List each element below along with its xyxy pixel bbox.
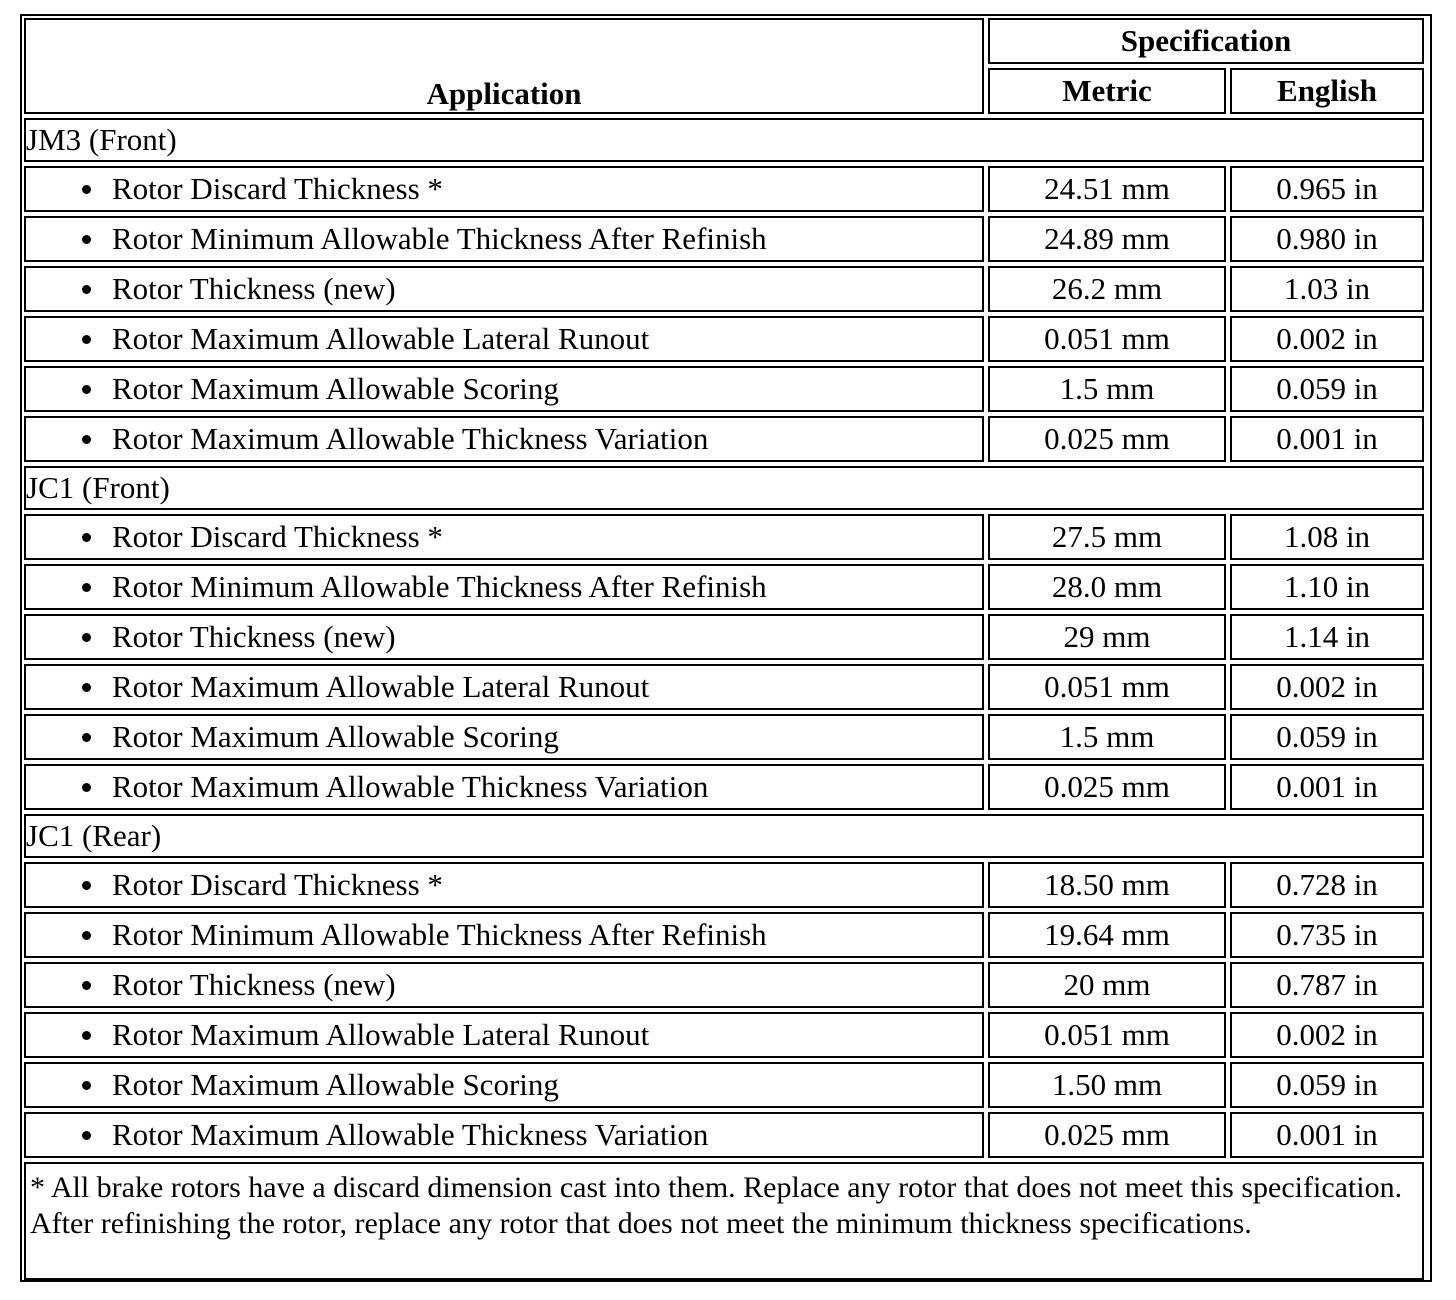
- row-label-cell: [24, 216, 984, 262]
- metric-value: 18.50 mm: [988, 862, 1226, 908]
- row-label-cell: [24, 514, 984, 560]
- row-label: Rotor Discard Thickness *: [112, 519, 443, 554]
- table-row: [24, 862, 1424, 908]
- table-row: [24, 266, 1424, 312]
- row-label-cell: [24, 564, 984, 610]
- row-label: Rotor Maximum Allowable Scoring: [112, 371, 559, 406]
- group-title: JC1 (Rear): [24, 814, 1424, 858]
- english-value: 0.001 in: [1230, 764, 1424, 810]
- table-row: [24, 912, 1424, 958]
- table-row: [24, 166, 1424, 212]
- row-label: Rotor Discard Thickness *: [112, 867, 443, 902]
- bullet-icon: [82, 683, 91, 692]
- metric-value: 27.5 mm: [988, 514, 1226, 560]
- english-header: English: [1230, 68, 1424, 114]
- english-value: 0.059 in: [1230, 366, 1424, 412]
- row-label: Rotor Minimum Allowable Thickness After Refinish: [112, 221, 767, 256]
- english-value: 1.08 in: [1230, 514, 1424, 560]
- english-value: 0.735 in: [1230, 912, 1424, 958]
- metric-value: 0.025 mm: [988, 1112, 1226, 1158]
- bullet-icon: [82, 583, 91, 592]
- english-value: 1.10 in: [1230, 564, 1424, 610]
- group-title: JM3 (Front): [24, 118, 1424, 162]
- bullet-icon: [82, 733, 91, 742]
- metric-value: 0.025 mm: [988, 416, 1226, 462]
- table-row: [24, 764, 1424, 810]
- row-label-cell: [24, 1112, 984, 1158]
- row-label-cell: [24, 862, 984, 908]
- row-label: Rotor Minimum Allowable Thickness After Refinish: [112, 569, 767, 604]
- bullet-icon: [82, 881, 91, 890]
- metric-value: 24.89 mm: [988, 216, 1226, 262]
- english-value: 0.965 in: [1230, 166, 1424, 212]
- row-label-cell: [24, 366, 984, 412]
- bullet-icon: [82, 633, 91, 642]
- table-row: [24, 316, 1424, 362]
- bullet-icon: [82, 1131, 91, 1140]
- row-label-cell: [24, 416, 984, 462]
- table-row: [24, 962, 1424, 1008]
- metric-header: Metric: [988, 68, 1226, 114]
- table-row: [24, 564, 1424, 610]
- bullet-icon: [82, 931, 91, 940]
- group-row: [24, 118, 1424, 162]
- english-value: 0.980 in: [1230, 216, 1424, 262]
- metric-value: 24.51 mm: [988, 166, 1226, 212]
- group-row: [24, 466, 1424, 510]
- metric-value: 19.64 mm: [988, 912, 1226, 958]
- bullet-icon: [82, 1031, 91, 1040]
- row-label-cell: [24, 614, 984, 660]
- metric-value: 0.051 mm: [988, 316, 1226, 362]
- english-value: 1.03 in: [1230, 266, 1424, 312]
- row-label: Rotor Thickness (new): [112, 271, 396, 306]
- table-row: [24, 714, 1424, 760]
- row-label: Rotor Maximum Allowable Scoring: [112, 719, 559, 754]
- bullet-icon: [82, 285, 91, 294]
- row-label-cell: [24, 166, 984, 212]
- brake-rotor-spec-table: [20, 14, 1428, 1284]
- footnote: * All brake rotors have a discard dimension cast into them. Replace any rotor that does not meet this specification. After refinishing the rotor, replace any rotor that does not meet the minimum thickness specifications.: [24, 1162, 1424, 1280]
- group-row: [24, 814, 1424, 858]
- application-header: Application: [24, 18, 984, 114]
- metric-value: 29 mm: [988, 614, 1226, 660]
- row-label-cell: [24, 266, 984, 312]
- bullet-icon: [82, 1081, 91, 1090]
- english-value: 1.14 in: [1230, 614, 1424, 660]
- metric-value: 1.5 mm: [988, 714, 1226, 760]
- english-value: 0.001 in: [1230, 416, 1424, 462]
- row-label-cell: [24, 714, 984, 760]
- bullet-icon: [82, 981, 91, 990]
- metric-value: 0.051 mm: [988, 1012, 1226, 1058]
- row-label-cell: [24, 764, 984, 810]
- table-row: [24, 1012, 1424, 1058]
- row-label: Rotor Maximum Allowable Scoring: [112, 1067, 559, 1102]
- row-label: Rotor Discard Thickness *: [112, 171, 443, 206]
- row-label: Rotor Thickness (new): [112, 619, 396, 654]
- row-label-cell: [24, 316, 984, 362]
- english-value: 0.002 in: [1230, 1012, 1424, 1058]
- table-row: [24, 514, 1424, 560]
- row-label: Rotor Maximum Allowable Lateral Runout: [112, 669, 650, 704]
- table-row: [24, 216, 1424, 262]
- metric-value: 1.50 mm: [988, 1062, 1226, 1108]
- metric-value: 0.025 mm: [988, 764, 1226, 810]
- row-label: Rotor Maximum Allowable Lateral Runout: [112, 1017, 650, 1052]
- metric-value: 0.051 mm: [988, 664, 1226, 710]
- row-label: Rotor Maximum Allowable Thickness Variation: [112, 769, 709, 804]
- row-label-cell: [24, 962, 984, 1008]
- row-label-cell: [24, 1012, 984, 1058]
- english-value: 0.059 in: [1230, 714, 1424, 760]
- table-row: [24, 1062, 1424, 1108]
- row-label: Rotor Maximum Allowable Thickness Variation: [112, 421, 709, 456]
- english-value: 0.728 in: [1230, 862, 1424, 908]
- table-row: [24, 614, 1424, 660]
- english-value: 0.787 in: [1230, 962, 1424, 1008]
- metric-value: 1.5 mm: [988, 366, 1226, 412]
- row-label: Rotor Minimum Allowable Thickness After Refinish: [112, 917, 767, 952]
- row-label-cell: [24, 1062, 984, 1108]
- english-value: 0.002 in: [1230, 316, 1424, 362]
- bullet-icon: [82, 335, 91, 344]
- footnote-row: [24, 1162, 1424, 1280]
- table-row: [24, 366, 1424, 412]
- specification-header: Specification: [988, 18, 1424, 64]
- row-label: Rotor Thickness (new): [112, 967, 396, 1002]
- english-value: 0.059 in: [1230, 1062, 1424, 1108]
- group-title: JC1 (Front): [24, 466, 1424, 510]
- english-value: 0.001 in: [1230, 1112, 1424, 1158]
- table-row: [24, 1112, 1424, 1158]
- bullet-icon: [82, 185, 91, 194]
- bullet-icon: [82, 385, 91, 394]
- bullet-icon: [82, 533, 91, 542]
- bullet-icon: [82, 235, 91, 244]
- bullet-icon: [82, 435, 91, 444]
- table-row: [24, 416, 1424, 462]
- row-label: Rotor Maximum Allowable Lateral Runout: [112, 321, 650, 356]
- bullet-icon: [82, 783, 91, 792]
- table-row: [24, 664, 1424, 710]
- row-label-cell: [24, 664, 984, 710]
- english-value: 0.002 in: [1230, 664, 1424, 710]
- spec-table-body: [24, 118, 1424, 1280]
- row-label: Rotor Maximum Allowable Thickness Variation: [112, 1117, 709, 1152]
- row-label-cell: [24, 912, 984, 958]
- metric-value: 26.2 mm: [988, 266, 1226, 312]
- metric-value: 28.0 mm: [988, 564, 1226, 610]
- metric-value: 20 mm: [988, 962, 1226, 1008]
